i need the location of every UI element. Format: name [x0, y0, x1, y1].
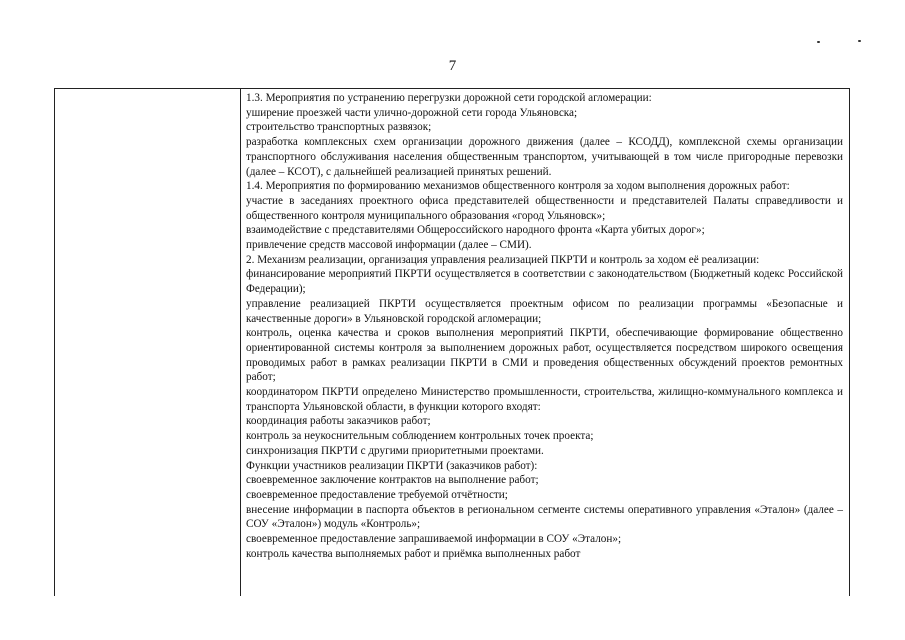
paragraph: координатором ПКРТИ определено Министерство промышленности, строительства, жилищно-коммунального комплекса и транспорта Ульяновской области, в функции которого входят:	[246, 386, 843, 413]
paragraph: 2. Механизм реализации, организация управления реализацией ПКРТИ и контроль за ходом её реализации:	[246, 253, 760, 266]
scan-speck	[858, 40, 861, 42]
paragraph: строительство транспортных развязок;	[246, 121, 432, 134]
paragraph: своевременное заключение контрактов на выполнение работ;	[246, 474, 539, 487]
paragraph: разработка комплексных схем организации дорожного движения (далее – КСОДД), комплексной схемы организации транспортного обслуживания населения общественным транспортом, учитывающей в том числе пригородные перевозки (далее – КСОТ), с дальнейшей реализацией принятых решений.	[246, 136, 843, 178]
paragraph: взаимодействие с представителями Общероссийского народного фронта «Карта убитых дорог»;	[246, 224, 705, 237]
paragraph: уширение проезжей части улично-дорожной сети города Ульяновска;	[246, 106, 578, 119]
paragraph: внесение информации в паспорта объектов в региональном сегменте системы оперативного управления «Эталон» (далее – СОУ «Эталон») модуль «Контроль»;	[246, 503, 843, 531]
table-left-cell	[55, 89, 241, 596]
paragraph: координация работы заказчиков работ;	[246, 415, 431, 428]
paragraph: контроль, оценка качества и сроков выполнения мероприятий ПКРТИ, обеспечивающие формирование общественно ориентированной системы контроля за выполнением дорожных работ, осуществляется посредством широкого освещения проводимых работ в рамках реализации ПКРТИ в СМИ и проведения общественных обсуждений проектов ремонтных работ;	[246, 327, 843, 384]
table-text-cell	[241, 89, 849, 596]
paragraph: своевременное предоставление требуемой отчётности;	[246, 488, 508, 501]
scan-speck	[817, 41, 820, 43]
paragraph: привлечение средств массовой информации (далее – СМИ).	[246, 239, 532, 252]
paragraph: синхронизация ПКРТИ с другими приоритетными проектами.	[246, 444, 544, 457]
paragraph: контроль качества выполняемых работ и приёмка выполненных работ	[246, 547, 581, 560]
paragraph: финансирование мероприятий ПКРТИ осуществляется в соответствии с законодательством (Бюджетный кодекс Российской Федерации);	[246, 268, 843, 296]
paragraph: контроль за неукоснительным соблюдением контрольных точек проекта;	[246, 430, 594, 443]
paragraph: Функции участников реализации ПКРТИ (заказчиков работ):	[246, 459, 538, 472]
page-number: 7	[448, 58, 457, 74]
paragraph: своевременное предоставление запрашиваемой информации в СОУ «Эталон»;	[246, 533, 622, 546]
paragraph: участие в заседаниях проектного офиса представителей общественности и представителей Палаты справедливости и общественного контроля муниципального образования «город Ульяновск»;	[246, 194, 843, 222]
paragraph: 1.4. Мероприятия по формированию механизмов общественного контроля за ходом выполнения дорожных работ:	[246, 180, 790, 193]
paragraph: 1.3. Мероприятия по устранению перегрузки дорожной сети городской агломерации:	[246, 92, 652, 104]
paragraph: управление реализацией ПКРТИ осуществляется проектным офисом по реализации программы «Безопасные и качественные дороги» в Ульяновской городской агломерации;	[246, 297, 843, 325]
document-table	[54, 88, 850, 596]
